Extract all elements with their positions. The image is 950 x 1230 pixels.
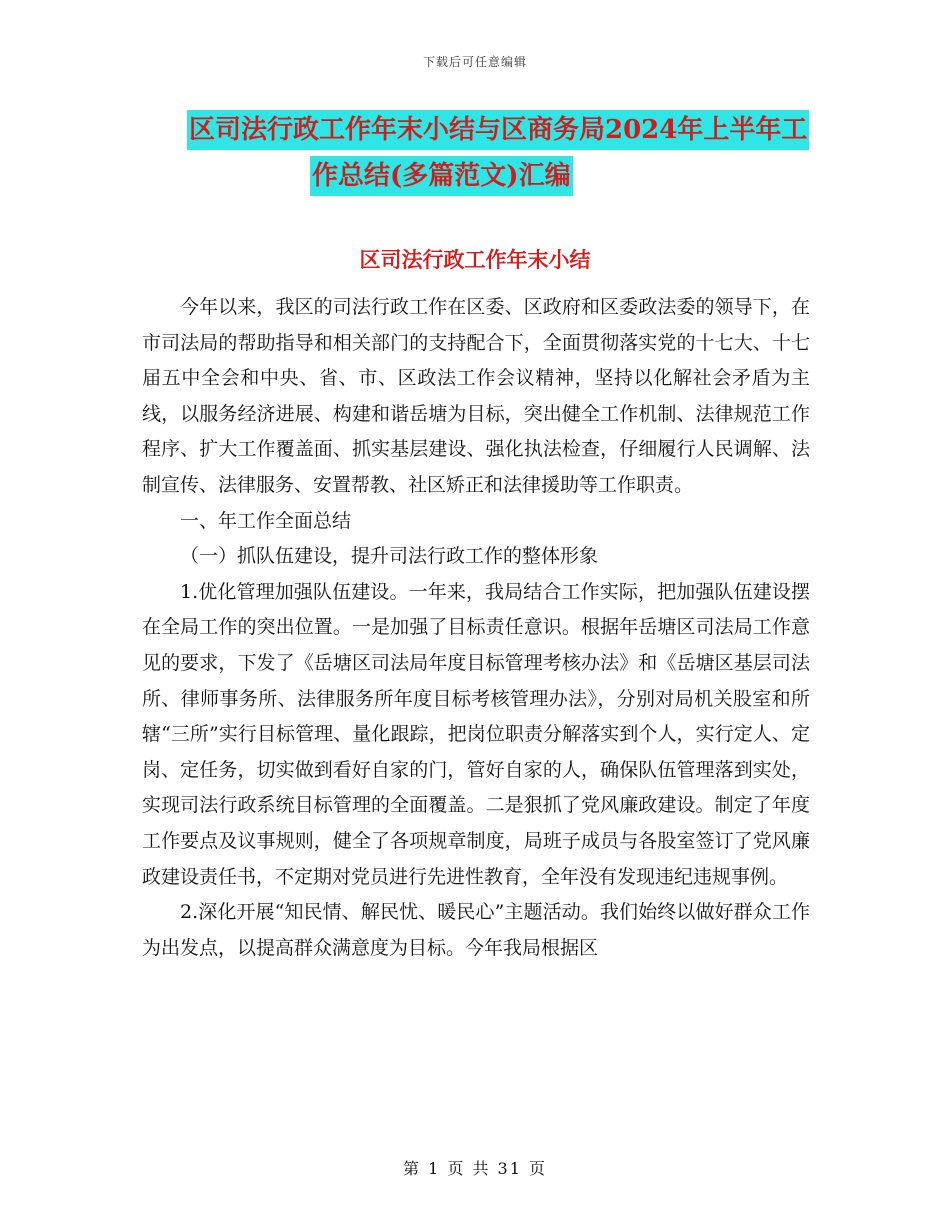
page-number: 第 1 页 共 31 页	[403, 1159, 547, 1178]
section-heading: 区司法行政工作年末小结	[359, 247, 591, 272]
paragraph-heading-1: 一、年工作全面总结	[180, 509, 352, 532]
paragraph-item-2: 2.深化开展“知民情、解民忧、暖民心”主题活动。我们始终以做好群众工作为出发点，以提高群众满意度为目标。今年我局根据区	[142, 901, 810, 959]
paragraph-item-1: 1.优化管理加强队伍建设。一年来，我局结合工作实际，把加强队伍建设摆在全局工作的突出位置。一是加强了目标责任意识。根据年岳塘区司法局工作意见的要求，下发了《岳塘区司法局年度目标管理考核办法》和《岳塘区基层司法所、律师事务所、法律服务所年度目标考核管理办法》，分别对局机关股室和所辖“三所”实行目标管理、量化跟踪，把岗位职责分解落实到个人，实行定人、定岗、定任务，切实做到看好自家的门，管好自家的人，确保队伍管理落到实处，实现司法行政系统目标管理的全面覆盖。二是狠抓了党风廉政建设。制定了年度工作要点及议事规则，健全了各项规章制度，局班子成员与各股室签订了党风廉政建设责任书，不定期对党员进行先进性教育，全年没有发现违纪违规事例。	[142, 580, 810, 888]
header-note: 下载后可任意编辑	[422, 55, 527, 69]
body-text	[142, 290, 810, 966]
paragraph-subheading-1: （一）抓队伍建设，提升司法行政工作的整体形象	[180, 545, 599, 568]
paragraph-intro: 今年以来，我区的司法行政工作在区委、区政府和区委政法委的领导下，在市司法局的帮助指导和相关部门的支持配合下，全面贯彻落实党的十七大、十七届五中全会和中央、省、市、区政法工作会议精神，坚持以化解社会矛盾为主线，以服务经济进展、构建和谐岳塘为目标，突出健全工作机制、法律规范工作程序、扩大工作覆盖面、抓实基层建设、强化执法检查，仔细履行人民调解、法制宣传、法律服务、安置帮教、社区矫正和法律援助等工作职责。	[142, 296, 810, 496]
title-line-2: 作总结(多篇范文)汇编	[310, 156, 573, 196]
title-line-1: 区司法行政工作年末小结与区商务局2024年上半年工	[187, 110, 809, 150]
